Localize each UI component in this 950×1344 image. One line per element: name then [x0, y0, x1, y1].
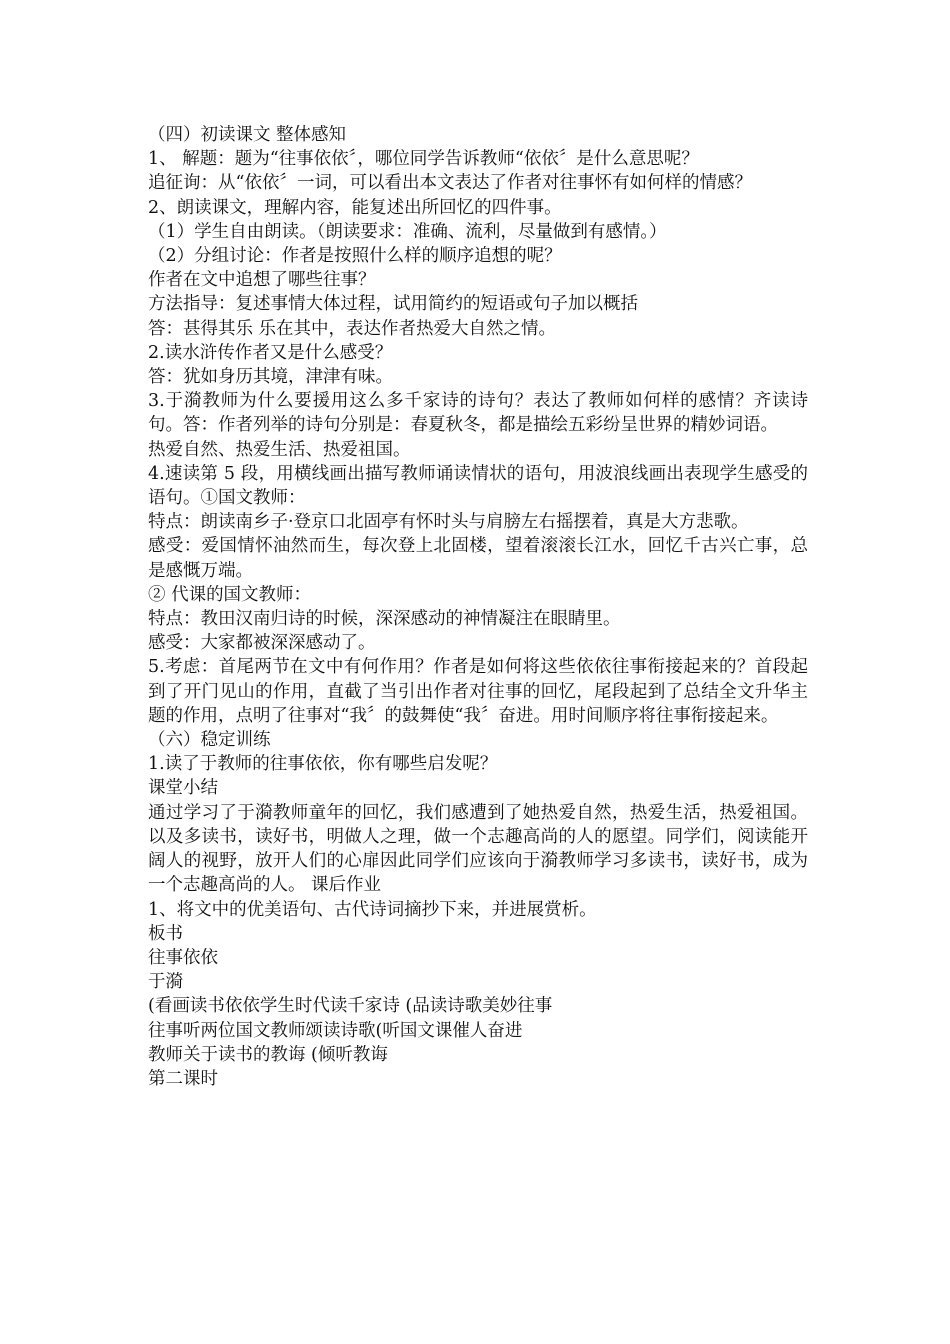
section-heading-board: 板书	[148, 923, 183, 944]
text-paragraph: 特点：朗读南乡子·登京口北固亭有怀时头与肩膀左右摇摆着，真是大方悲歌。	[148, 512, 749, 533]
text-line: （1）学生自由朗读。（朗读要求：准确、流利，尽量做到有感情。）	[148, 221, 667, 242]
text-paragraph: 5.考虑：首尾两节在文中有何作用？作者是如何将这些依依往事衔接起来的？首段起到了开门见山的作用，直截了当引出作者对往事的回忆，尾段起到了总结全文升华主题的作用，点明了往事对“我〞的鼓舞使“我〞奋进。用时间顺序将往事衔接起来。	[148, 657, 808, 726]
text-line: 2.读水浒传作者又是什么感受？	[148, 342, 393, 363]
section-heading-summary: 课堂小结	[148, 778, 218, 799]
text-line: 感受：大家都被深深感动了。	[148, 633, 376, 654]
text-line: 特点：教田汉南归诗的时候，深深感动的神情凝注在眼睛里。	[148, 609, 621, 630]
text-line: (看画读书依依学生时代读千家诗 (品读诗歌美妙往事	[148, 996, 553, 1017]
text-paragraph: 追征询：从“依依〞一词，可以看出本文表达了作者对往事怀有如何样的情感？	[148, 173, 752, 194]
text-line: 1、 解题：题为“往事依依〞，哪位同学告诉教师“依依〞是什么意思呢？	[148, 149, 699, 170]
text-line: （2）分组讨论：作者是按照什么样的顺序追想的呢？	[148, 246, 562, 267]
text-line: 2、朗读课文，理解内容，能复述出所回忆的四件事。	[148, 197, 562, 218]
text-line: 往事听两位国文教师颂读诗歌(听国文课催人奋进	[148, 1020, 523, 1041]
section-heading-practice: （六）稳定训练	[148, 730, 271, 751]
document-body	[148, 123, 808, 1091]
section-heading-second-lesson: 第二课时	[148, 1068, 218, 1089]
text-line: 教师关于读书的教诲 (倾听教诲	[148, 1044, 388, 1065]
text-paragraph: 4.速读第 5 段，用横线画出描写教师诵读情状的语句，用波浪线画出表现学生感受的语句。①国文教师：	[148, 463, 808, 509]
text-paragraph: 感受：爱国情怀油然而生，每次登上北固楼，望着滚滚长江水，回忆千古兴亡事，总是感慨万端。	[148, 536, 808, 581]
text-line: 答：犹如身历其境，津津有味。	[148, 367, 393, 388]
text-line: 往事依依	[148, 947, 218, 968]
text-line: 于漪	[148, 972, 183, 993]
text-line: ② 代课的国文教师：	[148, 584, 312, 605]
section-heading-first-reading: （四）初读课文 整体感知	[148, 125, 347, 145]
text-line: 方法指导：复述事情大体过程，试用简约的短语或句子加以概括	[148, 294, 638, 315]
text-line: 热爱自然、热爱生活、热爱祖国。	[148, 439, 411, 460]
text-paragraph: 通过学习了于漪教师童年的回忆，我们感遭到了她热爱自然，热爱生活，热爱祖国。以及多读书，读好书，明做人之理，做一个志趣高尚的人的愿望。同学们，阅读能开阔人的视野，放开人们的心扉因此同学们应该向于漪教师学习多读书，读好书，成为一个志趣高尚的人。 课后作业	[148, 802, 808, 896]
text-line: 答：甚得其乐 乐在其中，表达作者热爱大自然之情。	[148, 318, 557, 339]
text-line: 1.读了于教师的往事依依，你有哪些启发呢？	[148, 754, 498, 775]
text-line: 作者在文中追想了哪些往事？	[148, 270, 376, 291]
text-line: 1、将文中的优美语句、古代诗词摘抄下来，并进展赏析。	[148, 899, 597, 920]
text-paragraph: 3.于漪教师为什么要援用这么多千家诗的诗句？表达了教师如何样的感情？齐读诗句。答：作者列举的诗句分别是：春夏秋冬，都是描绘五彩纷呈世界的精妙词语。	[148, 391, 808, 436]
